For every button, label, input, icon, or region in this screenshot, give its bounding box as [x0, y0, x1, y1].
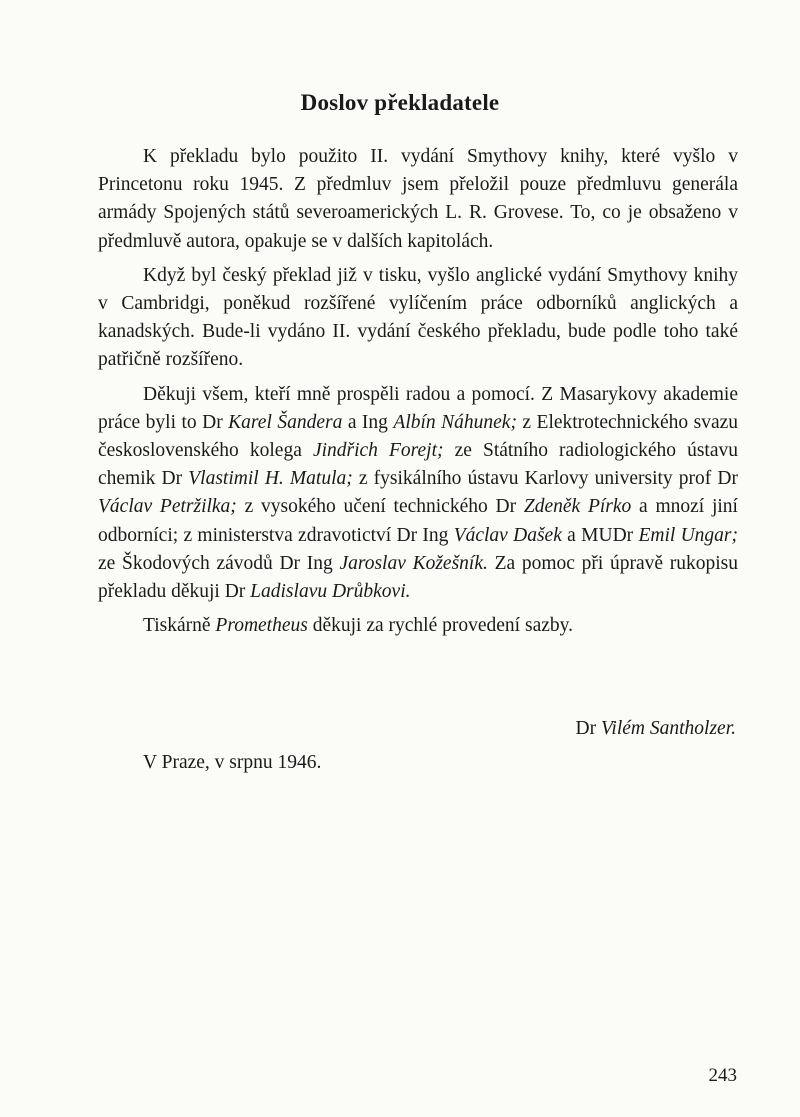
person-name: Emil Ungar;	[638, 524, 739, 546]
person-name: Ladislavu Drůbkovi.	[250, 581, 411, 603]
person-name: Jaroslav Kožešník.	[339, 552, 488, 574]
person-name: Albín Náhunek;	[393, 411, 517, 433]
signature: Dr Vilém Santholzer.	[575, 718, 736, 739]
place-date: V Praze, v srpnu 1946.	[143, 752, 322, 773]
paragraph-1: K překladu bylo použito II. vydání Smythovy knihy, které vyšlo v Princetonu roku 1945. Z předmluv jsem přeložil pouze předmluvu generála armády Spojených států severoamerických L. R. Grovese. To, co je obsaženo v předmluvě autora, opakuje se v dalších kapitolách.	[98, 146, 738, 252]
printer-name: Prometheus	[215, 615, 308, 637]
afterword-body	[98, 143, 738, 646]
paragraph-acknowledgements: Děkuji všem, kteří mně prospěli radou a pomocí. Z Masarykovy akademie práce byli to Dr Karel Šandera a Ing Albín Náhunek; z Elektrotechnického svazu československého kolega Jindřich Forejt; ze Státního radiologického ústavu chemik Dr Vlastimil H. Matula; z fysikálního ústavu Karlovy university prof Dr Václav Petržilka; z vysokého učení technického Dr Zdeněk Pírko a mnozí jiní odborníci; z ministerstva zdravotictví Dr Ing Václav Dašek a MUDr Emil Ungar; ze Škodových závodů Dr Ing Jaroslav Kožešník. Za pomoc při úpravě rukopisu překladu děkuji Dr Ladislavu Drůbkovi.	[98, 383, 739, 603]
paragraph-printer: Tiskárně Prometheus děkuji za rychlé provedení sazby.	[143, 615, 573, 637]
person-name: Václav Petržilka;	[98, 496, 237, 518]
page-title: Doslov překladatele	[300, 90, 500, 115]
page-number: 243	[708, 1065, 737, 1086]
person-name: Václav Dašek	[453, 524, 562, 546]
paragraph-2: Když byl český překlad již v tisku, vyšlo anglické vydání Smythovy knihy v Cambridgi, poněkud rozšířené vylíčením práce odborníků anglických a kanadských. Bude-li vydáno II. vydání českého překladu, bude podle toho také patřičně rozšířeno.	[98, 264, 738, 371]
person-name: Zdeněk Pírko	[523, 496, 632, 518]
person-name: Karel Šandera	[228, 411, 343, 433]
signature-name: Vilém Santholzer.	[600, 718, 736, 739]
person-name: Jindřich Forejt;	[312, 440, 444, 462]
person-name: Vlastimil H. Matula;	[188, 468, 353, 490]
